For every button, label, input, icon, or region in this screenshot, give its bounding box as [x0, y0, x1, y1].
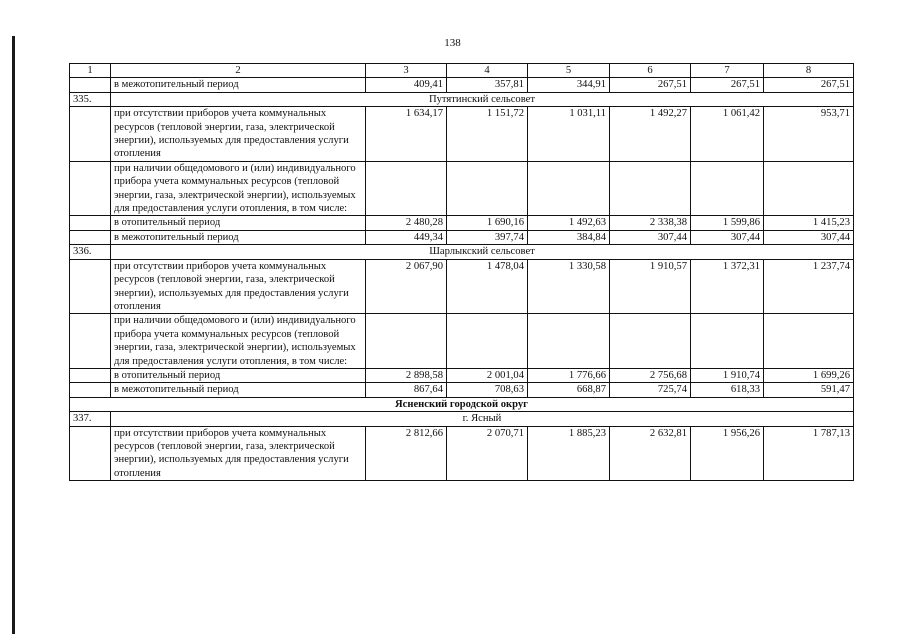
- value-cell: 2 338,38: [610, 216, 691, 230]
- row-label: при отсутствии приборов учета коммунальных ресурсов (тепловой энергии, газа, электрической энергии), используемых для предоставления услуги отопления: [111, 259, 366, 314]
- value-cell: 1 634,17: [366, 107, 447, 162]
- value-cell: 449,34: [366, 230, 447, 244]
- row-label: при отсутствии приборов учета коммунальных ресурсов (тепловой энергии, газа, электрической энергии), используемых для предоставления услуги отопления: [111, 107, 366, 162]
- group-title: Ясненский городской округ: [70, 397, 854, 411]
- table-body: [70, 64, 854, 481]
- row-index: [70, 314, 111, 369]
- row-label: в межотопительный период: [111, 78, 366, 92]
- column-number-row: [70, 64, 854, 78]
- value-cell: [691, 161, 764, 216]
- row-index: [70, 216, 111, 230]
- column-number-7: 7: [691, 64, 764, 78]
- value-cell: 1 492,27: [610, 107, 691, 162]
- column-number-1: 1: [70, 64, 111, 78]
- table-row: [70, 216, 854, 230]
- value-cell: 2 632,81: [610, 426, 691, 481]
- row-index: [70, 426, 111, 481]
- section-row: [70, 412, 854, 426]
- value-cell: 267,51: [691, 78, 764, 92]
- value-cell: 1 372,31: [691, 259, 764, 314]
- value-cell: [528, 314, 610, 369]
- table-row: [70, 78, 854, 92]
- value-cell: 1 492,63: [528, 216, 610, 230]
- value-cell: 2 001,04: [447, 368, 528, 382]
- value-cell: 1 151,72: [447, 107, 528, 162]
- value-cell: 1 699,26: [764, 368, 854, 382]
- value-cell: [447, 161, 528, 216]
- value-cell: 618,33: [691, 383, 764, 397]
- section-index: 337.: [70, 412, 111, 426]
- value-cell: 1 956,26: [691, 426, 764, 481]
- value-cell: 397,74: [447, 230, 528, 244]
- value-cell: [528, 161, 610, 216]
- value-cell: 668,87: [528, 383, 610, 397]
- column-number-3: 3: [366, 64, 447, 78]
- value-cell: 2 070,71: [447, 426, 528, 481]
- section-title: Шарлыкский сельсовет: [111, 245, 854, 259]
- value-cell: 591,47: [764, 383, 854, 397]
- row-index: [70, 78, 111, 92]
- value-cell: 1 330,58: [528, 259, 610, 314]
- table-row: [70, 383, 854, 397]
- row-label: при наличии общедомового и (или) индивидуального прибора учета коммунальных ресурсов (тепловой энергии, газа, электрической энергии), используемых для предоставления услуги отопления, в том числе:: [111, 314, 366, 369]
- row-label: при отсутствии приборов учета коммунальных ресурсов (тепловой энергии, газа, электрической энергии), используемых для предоставления услуги отопления: [111, 426, 366, 481]
- row-label: в отопительный период: [111, 368, 366, 382]
- section-index: 335.: [70, 92, 111, 106]
- table-row: [70, 368, 854, 382]
- tariff-table: [69, 63, 854, 481]
- value-cell: 2 480,28: [366, 216, 447, 230]
- value-cell: 2 756,68: [610, 368, 691, 382]
- column-number-5: 5: [528, 64, 610, 78]
- value-cell: 867,64: [366, 383, 447, 397]
- column-number-4: 4: [447, 64, 528, 78]
- section-title: г. Ясный: [111, 412, 854, 426]
- row-index: [70, 368, 111, 382]
- row-index: [70, 107, 111, 162]
- value-cell: 1 885,23: [528, 426, 610, 481]
- table-row: [70, 314, 854, 369]
- row-index: [70, 230, 111, 244]
- value-cell: 307,44: [691, 230, 764, 244]
- row-label: в межотопительный период: [111, 230, 366, 244]
- table-row: [70, 161, 854, 216]
- value-cell: 307,44: [610, 230, 691, 244]
- table-row: [70, 230, 854, 244]
- value-cell: 1 690,16: [447, 216, 528, 230]
- value-cell: 357,81: [447, 78, 528, 92]
- value-cell: 1 415,23: [764, 216, 854, 230]
- value-cell: 267,51: [764, 78, 854, 92]
- value-cell: 1 910,74: [691, 368, 764, 382]
- row-label: в отопительный период: [111, 216, 366, 230]
- section-title: Путятинский сельсовет: [111, 92, 854, 106]
- value-cell: 1 910,57: [610, 259, 691, 314]
- table-row: [70, 259, 854, 314]
- column-number-6: 6: [610, 64, 691, 78]
- value-cell: 2 067,90: [366, 259, 447, 314]
- value-cell: 409,41: [366, 78, 447, 92]
- value-cell: [610, 314, 691, 369]
- value-cell: [447, 314, 528, 369]
- value-cell: 1 478,04: [447, 259, 528, 314]
- column-number-8: 8: [764, 64, 854, 78]
- group-row: [70, 397, 854, 411]
- value-cell: 953,71: [764, 107, 854, 162]
- value-cell: 1 237,74: [764, 259, 854, 314]
- row-label: при наличии общедомового и (или) индивидуального прибора учета коммунальных ресурсов (тепловой энергии, газа, электрической энергии), используемых для предоставления услуги отопления, в том числе:: [111, 161, 366, 216]
- value-cell: [764, 314, 854, 369]
- value-cell: 708,63: [447, 383, 528, 397]
- value-cell: 267,51: [610, 78, 691, 92]
- value-cell: 1 787,13: [764, 426, 854, 481]
- value-cell: 2 898,58: [366, 368, 447, 382]
- value-cell: [691, 314, 764, 369]
- section-row: [70, 92, 854, 106]
- value-cell: 307,44: [764, 230, 854, 244]
- row-index: [70, 383, 111, 397]
- value-cell: 1 061,42: [691, 107, 764, 162]
- table-row: [70, 107, 854, 162]
- table-row: [70, 426, 854, 481]
- value-cell: 384,84: [528, 230, 610, 244]
- value-cell: 725,74: [610, 383, 691, 397]
- row-index: [70, 259, 111, 314]
- row-index: [70, 161, 111, 216]
- value-cell: 1 031,11: [528, 107, 610, 162]
- value-cell: 2 812,66: [366, 426, 447, 481]
- column-number-2: 2: [111, 64, 366, 78]
- value-cell: 1 776,66: [528, 368, 610, 382]
- value-cell: [610, 161, 691, 216]
- value-cell: [366, 314, 447, 369]
- scan-edge-shadow: [12, 36, 15, 634]
- section-row: [70, 245, 854, 259]
- value-cell: [366, 161, 447, 216]
- value-cell: 344,91: [528, 78, 610, 92]
- value-cell: 1 599,86: [691, 216, 764, 230]
- row-label: в межотопительный период: [111, 383, 366, 397]
- page-number: 138: [444, 37, 461, 49]
- value-cell: [764, 161, 854, 216]
- section-index: 336.: [70, 245, 111, 259]
